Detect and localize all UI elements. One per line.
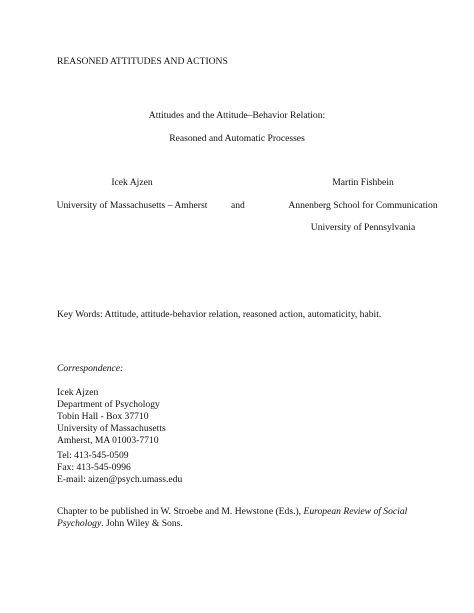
author-1-name: Icek Ajzen <box>111 177 153 188</box>
author-conjunction: and <box>231 200 245 211</box>
contact-email: E-mail: aizen@psych.umass.edu <box>57 474 183 485</box>
correspondence-address <box>57 387 166 447</box>
publication-journal-1: European Review of Social <box>303 506 408 517</box>
correspondence-heading: Correspondence: <box>57 363 124 374</box>
author-2-affiliation-2: University of Pennsylvania <box>310 222 416 233</box>
running-head: REASONED ATTITUDES AND ACTIONS <box>57 56 228 67</box>
author-2-affiliation: Annenberg School for Communication <box>288 200 438 211</box>
author-2-name: Martin Fishbein <box>332 177 394 188</box>
address-line: University of Massachusetts <box>57 423 166 434</box>
contact-fax: Fax: 413-545-0996 <box>57 462 131 473</box>
title-line-1: Attitudes and the Attitude–Behavior Relation: <box>148 110 326 121</box>
address-line: Department of Psychology <box>57 399 160 410</box>
address-line: Amherst, MA 01003-7710 <box>57 435 159 446</box>
author-1-affiliation: University of Massachusetts – Amherst <box>56 200 208 211</box>
title-line-2: Reasoned and Automatic Processes <box>169 133 305 144</box>
address-line: Tobin Hall - Box 37710 <box>57 411 149 422</box>
publication-journal-2: Psychology <box>57 518 102 529</box>
key-words: Key Words: Attitude, attitude-behavior relation, reasoned action, automaticity, habit. <box>57 309 382 320</box>
publication-note <box>57 506 407 530</box>
contact-tel: Tel: 413-545-0509 <box>57 450 129 461</box>
address-line: Icek Ajzen <box>57 387 99 398</box>
correspondence-contact <box>57 450 182 486</box>
publication-prefix: Chapter to be published in W. Stroebe and M. Hewstone (Eds.), <box>57 506 304 517</box>
publication-suffix: . John Wiley & Sons. <box>101 518 183 529</box>
